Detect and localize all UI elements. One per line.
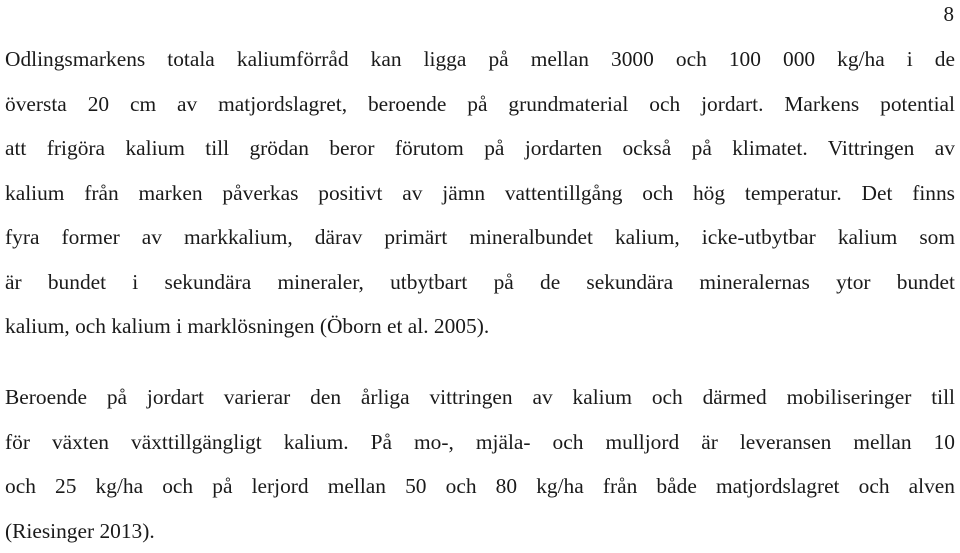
text-line: Odlingsmarkens totala kaliumförråd kan ligga på mellan 3000 och 100 000 kg/ha i de — [5, 37, 955, 82]
text-line: kalium, och kalium i marklösningen (Öborn et al. 2005). — [5, 304, 955, 349]
text-line: Beroende på jordart varierar den årliga vittringen av kalium och därmed mobiliseringer till — [5, 375, 955, 420]
text-line: fyra former av markkalium, därav primärt mineralbundet kalium, icke-utbytbar kalium som — [5, 215, 955, 260]
text-line: översta 20 cm av matjordslagret, beroende på grundmaterial och jordart. Markens potential — [5, 82, 955, 127]
text-line: och 25 kg/ha och på lerjord mellan 50 och 80 kg/ha från både matjordslagret och alven — [5, 464, 955, 509]
text-line: är bundet i sekundära mineraler, utbytbart på de sekundära mineralernas ytor bundet — [5, 260, 955, 305]
text-line: att frigöra kalium till grödan beror förutom på jordarten också på klimatet. Vittringen av — [5, 126, 955, 171]
text-line: för växten växttillgängligt kalium. På mo-, mjäla- och mulljord är leveransen mellan 10 — [5, 420, 955, 465]
page-number: 8 — [944, 2, 955, 26]
paragraph-weathering-by-soil-type — [5, 375, 955, 553]
paragraph-potassium-reserves — [5, 37, 955, 349]
text-line: (Riesinger 2013). — [5, 509, 955, 553]
text-line: kalium från marken påverkas positivt av jämn vattentillgång och hög temperatur. Det finns — [5, 171, 955, 216]
